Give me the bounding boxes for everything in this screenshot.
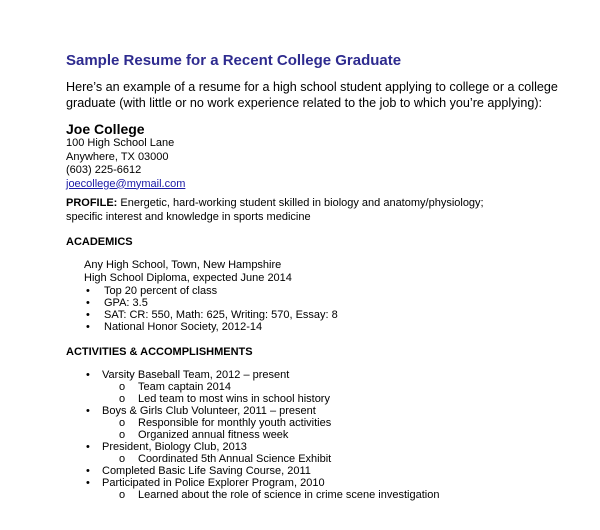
circle-bullet-icon: o	[119, 429, 126, 441]
sub-list-item-text: Organized annual fitness week	[138, 429, 289, 441]
profile-section	[66, 197, 484, 224]
list-item-text: SAT: CR: 550, Math: 625, Writing: 570, Essay: 8	[104, 309, 338, 321]
circle-bullet-icon: o	[119, 453, 126, 465]
list-item-text: Varsity Baseball Team, 2012 – present	[102, 369, 290, 381]
profile-label: PROFILE:	[66, 197, 118, 209]
sub-list-item-text: Learned about the role of science in crime scene investigation	[138, 489, 440, 501]
sub-list-item-text: Team captain 2014	[138, 381, 231, 393]
bullet-icon: •	[86, 321, 90, 333]
list-item-text: Top 20 percent of class	[104, 285, 218, 297]
circle-bullet-icon: o	[119, 417, 126, 429]
list-item-text: President, Biology Club, 2013	[102, 441, 247, 453]
bullet-icon: •	[86, 405, 90, 417]
contact-block	[66, 137, 185, 191]
document-title: Sample Resume for a Recent College Graduate	[66, 52, 402, 69]
activities-heading: ACTIVITIES & ACCOMPLISHMENTS	[66, 346, 253, 358]
bullet-icon: •	[86, 309, 90, 321]
intro-paragraph	[66, 79, 558, 111]
phone-number: (603) 225-6612	[66, 164, 142, 176]
street-address: 100 High School Lane	[66, 137, 175, 149]
list-item-text: National Honor Society, 2012-14	[104, 321, 263, 333]
sub-list-item-text: Led team to most wins in school history	[138, 393, 330, 405]
circle-bullet-icon: o	[119, 393, 126, 405]
email-link[interactable]: joecollege@mymail.com	[66, 177, 186, 190]
profile-text: Energetic, hard-working student skilled in biology and anatomy/physiology;	[120, 197, 484, 209]
list-item-text: Completed Basic Life Saving Course, 2011	[102, 465, 311, 477]
bullet-icon: •	[86, 285, 90, 297]
city-state-zip: Anywhere, TX 03000	[66, 150, 169, 163]
diploma: High School Diploma, expected June 2014	[84, 272, 292, 284]
bullet-icon: •	[86, 477, 90, 489]
profile-text: specific interest and knowledge in sports medicine	[66, 210, 311, 223]
list-item-text: GPA: 3.5	[104, 297, 148, 309]
circle-bullet-icon: o	[119, 489, 126, 501]
list-item-text: Participated in Police Explorer Program, 2010	[102, 477, 325, 489]
bullet-icon: •	[86, 369, 90, 381]
sub-list-item-text: Coordinated 5th Annual Science Exhibit	[138, 453, 332, 465]
applicant-name: Joe College	[66, 121, 145, 137]
school-name: Any High School, Town, New Hampshire	[84, 259, 282, 271]
academics-heading: ACADEMICS	[66, 236, 133, 248]
bullet-icon: •	[86, 441, 90, 453]
sub-list-item-text: Responsible for monthly youth activities	[138, 417, 332, 429]
bullet-icon: •	[86, 297, 90, 309]
intro-line: graduate (with little or no work experience related to the job to which you’re applying):	[66, 96, 543, 110]
list-item-text: Boys & Girls Club Volunteer, 2011 – present	[102, 405, 316, 417]
circle-bullet-icon: o	[119, 381, 126, 393]
intro-line: Here’s an example of a resume for a high school student applying to college or a college	[66, 80, 558, 94]
bullet-icon: •	[86, 465, 90, 477]
